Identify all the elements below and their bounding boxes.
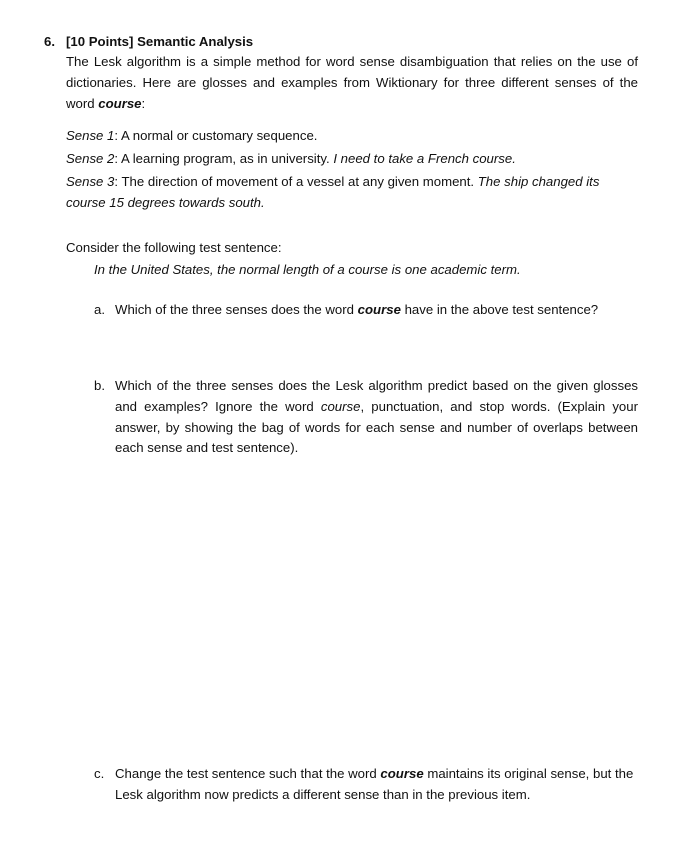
sense-gloss: : A learning program, as in university.: [114, 151, 330, 166]
sense-3: [66, 172, 641, 214]
item-a-before: Which of the three senses does the word: [115, 302, 354, 317]
sense-gloss: : The direction of movement of a vessel at any given moment.: [114, 174, 475, 189]
item-a-letter: a.: [94, 302, 105, 317]
item-c-keyword: course: [380, 766, 424, 781]
sense-example: I need to take a French course.: [333, 151, 516, 166]
sense-gloss: : A normal or customary sequence.: [114, 128, 318, 143]
item-b-letter: b.: [94, 378, 105, 393]
test-sentence: In the United States, the normal length of a course is one academic term.: [94, 262, 521, 277]
intro-keyword: course: [98, 95, 142, 111]
sense-2: [66, 149, 516, 170]
sense-example: The ship changed its course 15 degrees towards south.: [66, 174, 600, 210]
sense-label: Sense 3: [66, 174, 115, 189]
intro-text: The Lesk algorithm is a simple method for word sense disambiguation that relies on the use of dictionaries. Here are glosses and examples from Wiktionary for three different senses of the word: [66, 54, 638, 111]
item-b-keyword: course: [320, 398, 361, 414]
sense-label: Sense 2: [66, 151, 115, 166]
item-a-after: have in the above test sentence?: [404, 302, 599, 317]
intro-end: :: [141, 95, 146, 111]
item-c-letter: c.: [94, 766, 105, 781]
item-b-text: [115, 376, 638, 459]
item-c-before: Change the test sentence such that the word: [115, 766, 377, 781]
item-c-text: [115, 764, 640, 806]
question-number: 6.: [44, 34, 55, 49]
test-prompt: Consider the following test sentence:: [66, 240, 282, 255]
question-title: [10 Points] Semantic Analysis: [66, 34, 254, 49]
sense-label: Sense 1: [66, 128, 115, 143]
item-c-after: maintains its original sense, but the Lesk algorithm now predicts a different sense than in the previous item.: [115, 766, 634, 802]
sense-1: [66, 126, 317, 147]
item-a-keyword: course: [357, 302, 401, 317]
item-b-before: Which of the three senses does the Lesk algorithm predict based on the given glosses and examples? Ignore the word: [115, 378, 638, 414]
intro-paragraph: [66, 52, 638, 114]
item-a-text: [115, 300, 640, 321]
item-b-after: , punctuation, and stop words. (Explain your answer, by showing the bag of words for each sense and number of overlaps between each sense and test sentence).: [115, 398, 638, 456]
